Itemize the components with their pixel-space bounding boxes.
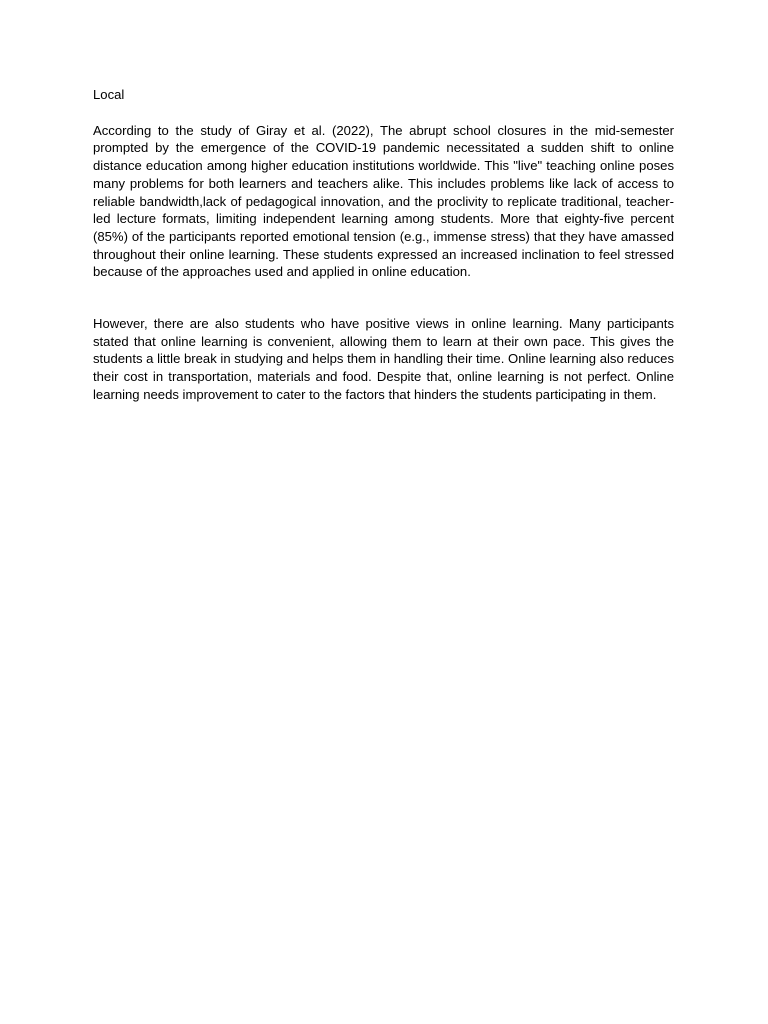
section-heading: Local: [93, 87, 125, 102]
paragraph-2: However, there are also students who have positive views in online learning. Many participants stated that online learning is convenient, allowing them to learn at their own pace. This gives the students a little break in studying and helps them in handling their time. Online learning also reduces their cost in transportation, materials and food. Despite that, online learning is not perfect. Online learning needs improvement to cater to the factors that hinders the students participating in them.: [93, 316, 674, 402]
paragraph-1: According to the study of Giray et al. (2022), The abrupt school closures in the mid-semester prompted by the emergence of the COVID-19 pandemic necessitated a sudden shift to online distance education among higher education institutions worldwide. This "live" teaching online poses many problems for both learners and teachers alike. This includes problems like lack of access to reliable bandwidth,lack of pedagogical innovation, and the proclivity to replicate traditional, teacher-led lecture formats, limiting independent learning among students. More that eighty-five percent (85%) of the participants reported emotional tension (e.g., immense stress) that they have amassed throughout their online learning. These students expressed an increased inclination to feel stressed because of the approaches used and applied in online education.: [93, 122, 674, 280]
